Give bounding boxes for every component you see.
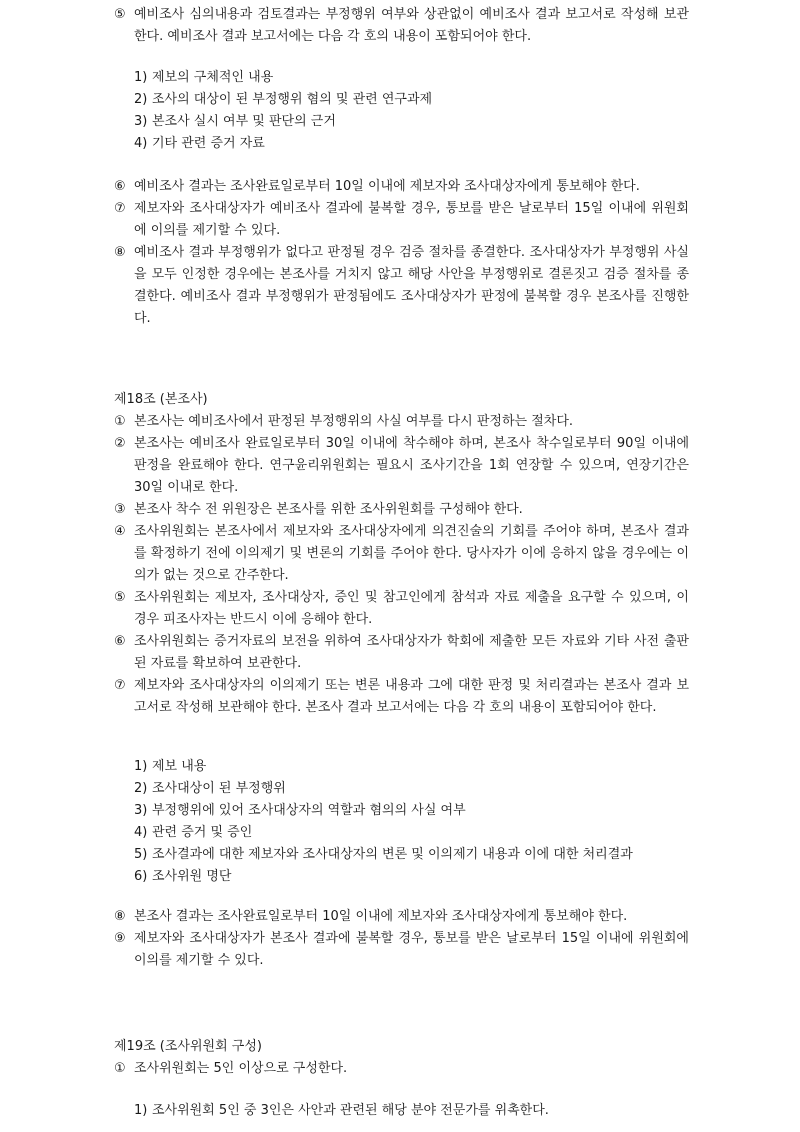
para-number: ② <box>114 436 126 451</box>
item-text: 조사결과에 대한 제보자와 조사대상자의 변론 및 이의제기 내용과 이에 대한 처리결과 <box>152 847 633 862</box>
section-18 <box>114 389 689 719</box>
item-number: 4) <box>134 825 148 840</box>
s18-para-9 <box>114 928 689 972</box>
para-number: ① <box>114 414 126 429</box>
item-number: 1) <box>134 759 148 774</box>
s18-para-4 <box>114 521 689 587</box>
s17-para-6 <box>114 176 689 198</box>
list-item <box>114 822 689 844</box>
para-number: ⑦ <box>114 201 126 216</box>
list-item <box>114 800 689 822</box>
s17-para-7 <box>114 198 689 242</box>
s17-para-5 <box>114 4 689 48</box>
para-text: 조사위원회는 제보자, 조사대상자, 증인 및 참고인에게 참석과 자료 제출을 요구할 수 있으며, 이 경우 피조사자는 반드시 이에 응해야 한다. <box>134 590 689 627</box>
para-text: 본조사 착수 전 위원장은 본조사를 위한 조사위원회를 구성해야 한다. <box>134 502 523 517</box>
item-text: 본조사 실시 여부 및 판단의 근거 <box>152 114 336 129</box>
section-19-title: 제19조 (조사위원회 구성) <box>114 1039 262 1054</box>
item-number: 4) <box>134 136 148 151</box>
s17-item-list <box>114 67 689 155</box>
item-number: 1) <box>134 1103 148 1118</box>
s19-item-list <box>114 1100 689 1122</box>
para-number: ⑧ <box>114 909 126 924</box>
para-number: ④ <box>114 524 126 539</box>
item-number: 3) <box>134 114 148 129</box>
s18-para-7 <box>114 675 689 719</box>
para-text: 조사위원회는 5인 이상으로 구성한다. <box>134 1061 348 1076</box>
s18-item-list <box>114 756 689 888</box>
item-text: 조사위원회 5인 중 3인은 사안과 관련된 해당 분야 전문가를 위촉한다. <box>152 1103 549 1118</box>
item-number: 5) <box>134 847 148 862</box>
s18-para-6 <box>114 631 689 675</box>
item-text: 조사의 대상이 된 부정행위 혐의 및 관련 연구과제 <box>152 92 433 107</box>
item-text: 관련 증거 및 증인 <box>152 825 253 840</box>
s18-paras-8-9 <box>114 906 689 972</box>
list-item <box>114 111 689 133</box>
para-text: 조사위원회는 증거자료의 보전을 위하여 조사대상자가 학회에 제출한 모든 자료와 기타 사전 출판된 자료를 확보하여 보관한다. <box>134 634 689 671</box>
para-text: 제보자와 조사대상자가 예비조사 결과에 불복할 경우, 통보를 받은 날로부터 15일 이내에 위원회에 이의를 제기할 수 있다. <box>134 201 689 238</box>
para-number: ⑤ <box>114 590 126 605</box>
para-text: 제보자와 조사대상자의 이의제기 또는 변론 내용과 그에 대한 판정 및 처리결과는 본조사 결과 보고서로 작성해 보관해야 한다. 본조사 결과 보고서에는 다음 각 호의 내용이 포함되어야 한다. <box>134 678 689 715</box>
para-text: 제보자와 조사대상자가 본조사 결과에 불복할 경우, 통보를 받은 날로부터 15일 이내에 위원회에 이의를 제기할 수 있다. <box>134 931 689 968</box>
s18-para-5 <box>114 587 689 631</box>
list-item <box>114 866 689 888</box>
para-text: 예비조사 결과 부정행위가 없다고 판정될 경우 검증 절차를 종결한다. 조사대상자가 부정행위 사실을 모두 인정한 경우에는 본조사를 거치지 않고 해당 사안을 부정행위로 결론짓고 검증 절차를 종결한다. 예비조사 결과 부정행위가 판정됨에도 조사대상자가 판정에 불복할 경우 본조사를 진행한다. <box>134 245 689 326</box>
list-item <box>114 1100 689 1122</box>
item-number: 1) <box>134 70 148 85</box>
item-text: 제보의 구체적인 내용 <box>152 70 274 85</box>
item-number: 2) <box>134 92 148 107</box>
item-number: 2) <box>134 781 148 796</box>
section-18-title: 제18조 (본조사) <box>114 392 208 407</box>
s17-para-8 <box>114 242 689 330</box>
item-number: 6) <box>134 869 148 884</box>
section-19 <box>114 1036 689 1080</box>
s17-paras-6-8 <box>114 176 689 330</box>
para-number: ③ <box>114 502 126 517</box>
para-number: ⑥ <box>114 634 126 649</box>
s18-para-1 <box>114 411 689 433</box>
para-text: 본조사는 예비조사 완료일로부터 30일 이내에 착수해야 하며, 본조사 착수일로부터 90일 이내에 판정을 완료해야 한다. 연구윤리위원회는 필요시 조사기간을 1회 연장할 수 있으며, 연장기간은 30일 이내로 한다. <box>134 436 689 495</box>
item-text: 제보 내용 <box>152 759 207 774</box>
para-number: ⑤ <box>114 7 126 22</box>
s19-para-1 <box>114 1058 689 1080</box>
list-item <box>114 89 689 111</box>
item-text: 조사대상이 된 부정행위 <box>152 781 286 796</box>
para-text: 본조사는 예비조사에서 판정된 부정행위의 사실 여부를 다시 판정하는 절차다. <box>134 414 574 429</box>
para-number: ① <box>114 1061 126 1076</box>
list-item <box>114 778 689 800</box>
s18-para-8 <box>114 906 689 928</box>
item-text: 기타 관련 증거 자료 <box>152 136 265 151</box>
list-item <box>114 756 689 778</box>
para-text: 예비조사 결과는 조사완료일로부터 10일 이내에 제보자와 조사대상자에게 통보해야 한다. <box>134 179 640 194</box>
item-text: 조사위원 명단 <box>152 869 232 884</box>
para-text: 예비조사 심의내용과 검토결과는 부정행위 여부와 상관없이 예비조사 결과 보고서로 작성해 보관한다. 예비조사 결과 보고서에는 다음 각 호의 내용이 포함되어야 한다. <box>134 7 689 44</box>
item-text: 부정행위에 있어 조사대상자의 역할과 혐의의 사실 여부 <box>152 803 466 818</box>
item-number: 3) <box>134 803 148 818</box>
para-number: ⑦ <box>114 678 126 693</box>
para-number: ⑧ <box>114 245 126 260</box>
s18-para-2 <box>114 433 689 499</box>
para-number: ⑥ <box>114 179 126 194</box>
para-text: 본조사 결과는 조사완료일로부터 10일 이내에 제보자와 조사대상자에게 통보해야 한다. <box>134 909 628 924</box>
list-item <box>114 133 689 155</box>
para-number: ⑨ <box>114 931 126 946</box>
list-item <box>114 844 689 866</box>
s18-para-3 <box>114 499 689 521</box>
para-text: 조사위원회는 본조사에서 제보자와 조사대상자에게 의견진술의 기회를 주어야 하며, 본조사 결과를 확정하기 전에 이의제기 및 변론의 기회를 주어야 한다. 당사자가 이에 응하지 않을 경우에는 이의가 없는 것으로 간주한다. <box>134 524 689 583</box>
list-item <box>114 67 689 89</box>
